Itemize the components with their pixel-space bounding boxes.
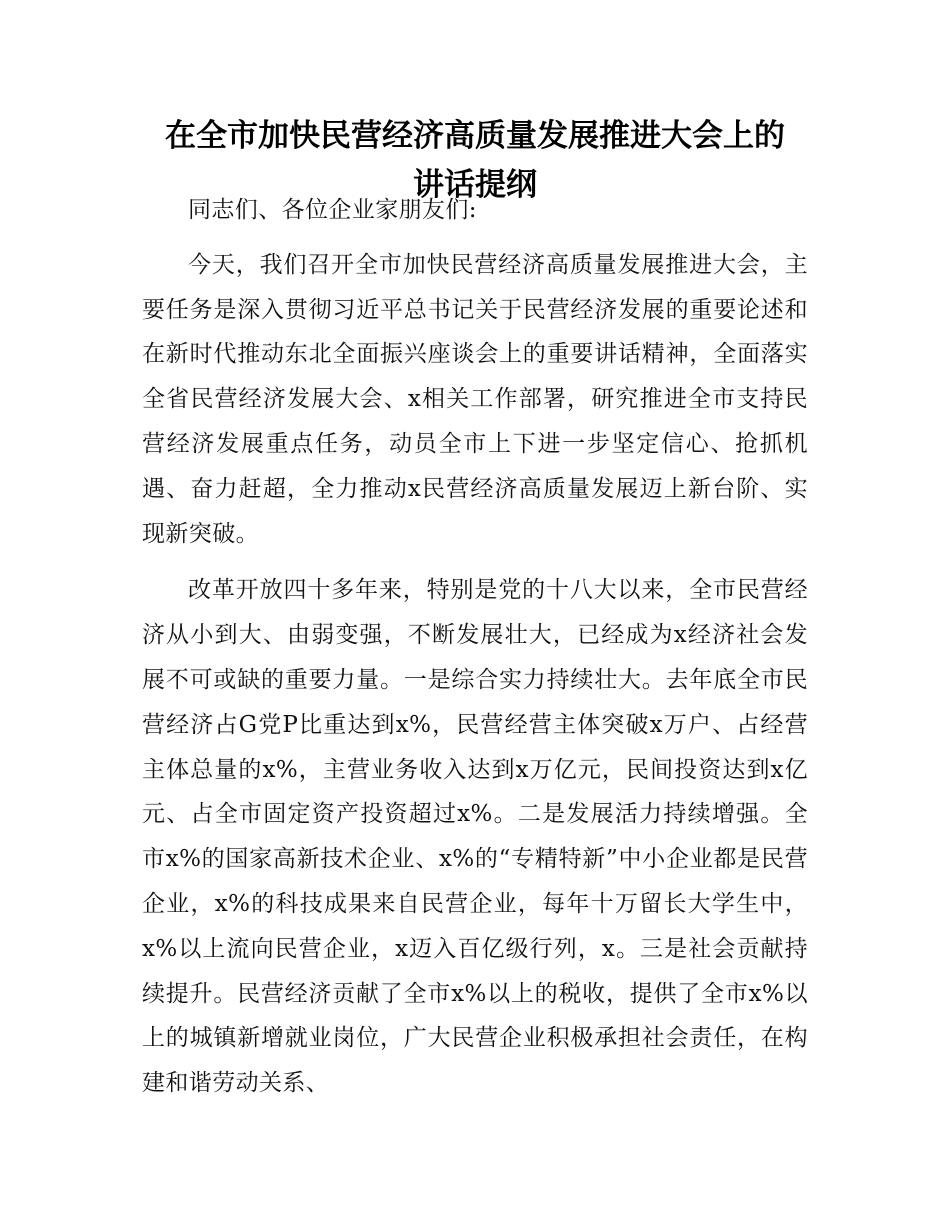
document-body xyxy=(142,188,808,1106)
greeting-paragraph: 同志们、各位企业家朋友们: xyxy=(188,197,477,223)
body-paragraph-1: 今天，我们召开全市加快民营经济高质量发展推进大会，主要任务是深入贯彻习近平总书记关于民营经济发展的重要论述和在新时代推动东北全面振兴座谈会上的重要讲话精神，全面落实全省民营经济发展大会、x相关工作部署，研究推进全市支持民营经济发展重点任务，动员全市上下进一步坚定信心、抢抓机遇、奋力赶超，全力推动x民营经济高质量发展迈上新台阶、实现新突破。 xyxy=(142,251,808,547)
title-line-1: 在全市加快民营经济高质量发展推进大会上的 xyxy=(165,118,785,154)
title-line-2: 讲话提纲 xyxy=(413,167,537,203)
body-paragraph-2: 改革开放四十多年来，特别是党的十八大以来，全市民营经济从小到大、由弱变强，不断发展壮大，已经成为x经济社会发展不可或缺的重要力量。一是综合实力持续壮大。去年底全市民营经济占G党P比重达到x%，民营经营主体突破x万户、占经营主体总量的x%，主营业务收入达到x万亿元，民间投资达到x亿元、占全市固定资产投资超过x%。二是发展活力持续增强。全市x%的国家高新技术企业、x%的“专精特新”中小企业都是民营企业，x%的科技成果来自民营企业，每年十万留长大学生中，x%以上流向民营企业，x迈入百亿级行列，x。三是社会贡献持续提升。民营经济贡献了全市x%以上的税收，提供了全市x%以上的城镇新增就业岗位，广大民营企业积极承担社会责任，在构建和谐劳动关系、 xyxy=(142,577,808,1097)
